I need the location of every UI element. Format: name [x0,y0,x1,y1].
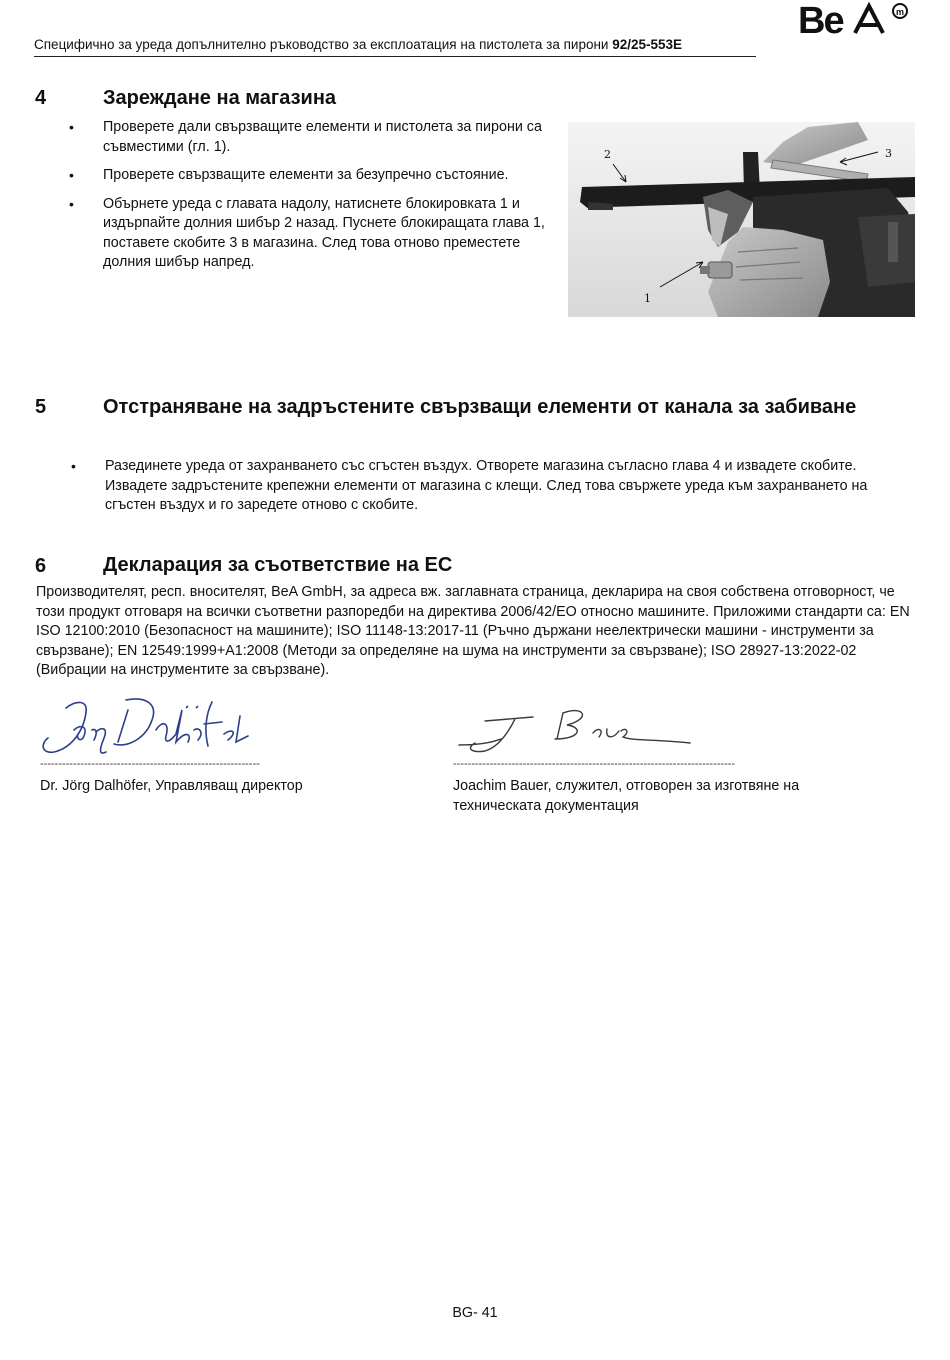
figure-label-1: 1 [644,292,651,305]
signature-line-right: ----------------------------------------------------------------------------- [453,758,736,770]
figure-label-3: 3 [885,147,892,160]
signature-line-left: ------------------------------------------------------------ [40,758,260,770]
section-6-title: Декларация за съответствие на ЕС [103,554,453,576]
svg-text:Be: Be [798,2,843,38]
header-title [34,37,682,52]
list-item: • Проверете дали свързващите елементи и пистолета за пирони са съвместими (гл. 1). [103,118,556,157]
section-5-list [105,457,905,525]
section-4-list [103,118,556,282]
list-item: • Проверете свързващите елементи за безупречно състояние. [103,166,556,186]
bea-logo [798,2,910,38]
signatory-name-left: Dr. Jörg Dalhöfer, Управляващ директор [40,778,303,794]
declaration-text: Производителят, респ. вносителят, BeA GmbH, за адреса вж. заглавната страница, декларира на своя собствена отговорност, че този продукт отговаря на всички съответни разпоредби на директива 2006/42/ЕО относно машините. Приложими стандарти са: EN ISO 12100:2010 (Безопасност на машините); ISO 11148-13:2017-11 (Ръчно държани неелектрически машини - инструменти за свързване); EN 12549:1999+A1:2008 (Методи за определяне на шума на инструменти за свързване); ISO 28927-13:2022-02 (Вибрации на инструментите за свързване). [36,584,910,678]
signatory-name-right: Joachim Bauer, служител, отговорен за изготвяне на техническата документация [453,778,800,814]
page-number: BG- 41 [452,1305,498,1321]
magazine-loading-photo [568,122,915,317]
signature-dalhoefer [36,690,266,762]
header-rule [34,56,756,57]
svg-text:m: m [896,7,905,17]
list-item: • Разединете уреда от захранването със сгъстен въздух. Отворете магазина съгласно глава 4 и извадете скобите. Извадете задръстените крепежни елементи от магазина с клещи. След това свържете уреда към захранването на сгъстен въздух и го заредете отново с скобите. [105,457,905,516]
section-6-number: 6 [35,555,47,577]
figure-label-2: 2 [604,148,611,161]
header-description: Специфично за уреда допълнително ръководство за експлоатация на пистолета за пирони [34,37,609,52]
section-5-title: Отстраняване на задръстените свързващи елементи от канала за забиване [103,396,857,418]
header-model: 92/25-553E [612,37,683,52]
list-item: • Обърнете уреда с главата надолу, натиснете блокировката 1 и издърпайте долния шибър 2 назад. Пуснете блокиращата глава 1, поставете скобите 3 в магазина. След това отново преместете долния шибър напред. [103,195,556,273]
section-4-number: 4 [35,87,47,109]
section-5-number: 5 [35,396,47,418]
section-4-title: Зареждане на магазина [103,87,337,109]
signature-bauer [455,705,700,760]
